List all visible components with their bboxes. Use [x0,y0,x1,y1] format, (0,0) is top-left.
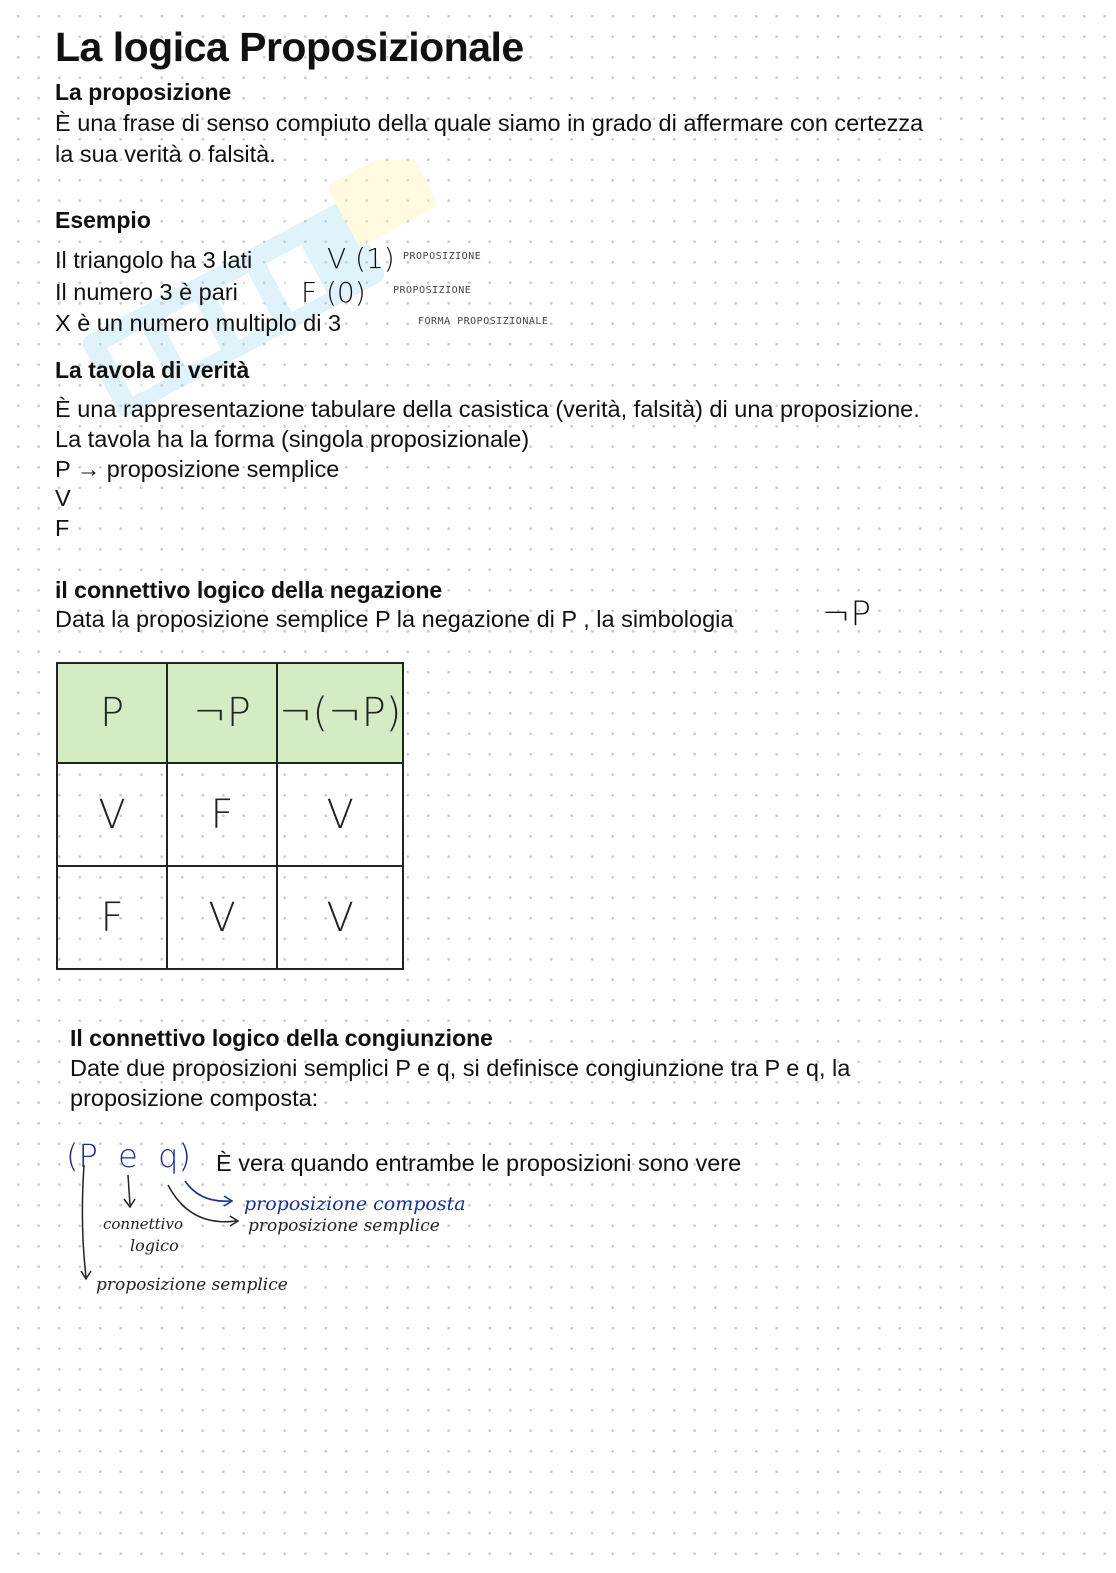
negation-symbol: ¬P [822,594,871,634]
paragraph-line: La tavola ha la forma (singola proposizionale) [55,426,530,452]
paragraph-line: È una rappresentazione tabulare della casistica (verità, falsità) di una proposizione. [55,396,920,422]
table-cell: V [167,866,277,969]
table-header-row [57,663,403,763]
table-row [57,763,403,866]
example-note: PROPOSIZIONE [393,285,472,296]
table-cell: V [57,763,167,866]
note-logico: logico [130,1236,179,1255]
example-text: Il numero 3 è pari [55,279,238,305]
paragraph-line: Date due proposizioni semplici P e q, si definisce congiunzione tra P e q, la [70,1055,851,1081]
example-value: V (1) [327,242,395,275]
example-text: X è un numero multiplo di 3 [55,310,342,336]
table-cell: F [167,763,277,866]
note-composta: proposizione composta [244,1193,466,1215]
page-title: La logica Proposizionale [55,24,524,70]
table-header-cell: P [57,663,167,763]
truth-table [56,662,404,970]
paragraph-line: la sua verità o falsità. [55,141,276,167]
note-connettivo: connettivo [103,1215,183,1233]
table-header-cell: ¬P [167,663,277,763]
paragraph-line: proposizione composta: [70,1085,319,1111]
conjunction-formula: (P e q) [66,1137,191,1175]
note-semplice-right: proposizione semplice [248,1216,440,1236]
table-row [57,866,403,969]
note-semplice-left: proposizione semplice [96,1275,288,1295]
paragraph-line: P → proposizione semplice [55,456,340,482]
conjunction-statement: È vera quando entrambe le proposizioni sono vere [216,1150,742,1176]
table-cell: V [277,763,403,866]
example-value: F (0) [301,276,366,309]
example-text: Il triangolo ha 3 lati [55,247,253,273]
paragraph-line: Data la proposizione semplice P la negazione di P , la simbologia [55,606,734,632]
paragraph-line: V [55,485,71,511]
heading-esempio: Esempio [55,207,151,233]
paragraph-line: È una frase di senso compiuto della quale siamo in grado di affermare con certezza [55,110,924,136]
paragraph-line: F [55,515,70,541]
example-note: PROPOSIZIONE [403,251,482,262]
table-cell: V [277,866,403,969]
heading-tavola: La tavola di verità [55,357,250,383]
table-cell: F [57,866,167,969]
example-note: FORMA PROPOSIZIONALE [418,316,549,327]
heading-congiunzione: Il connettivo logico della congiunzione [70,1025,493,1051]
table-header-cell: ¬(¬P) [277,663,403,763]
heading-negazione: il connettivo logico della negazione [55,577,443,603]
heading-proposizione: La proposizione [55,79,232,105]
